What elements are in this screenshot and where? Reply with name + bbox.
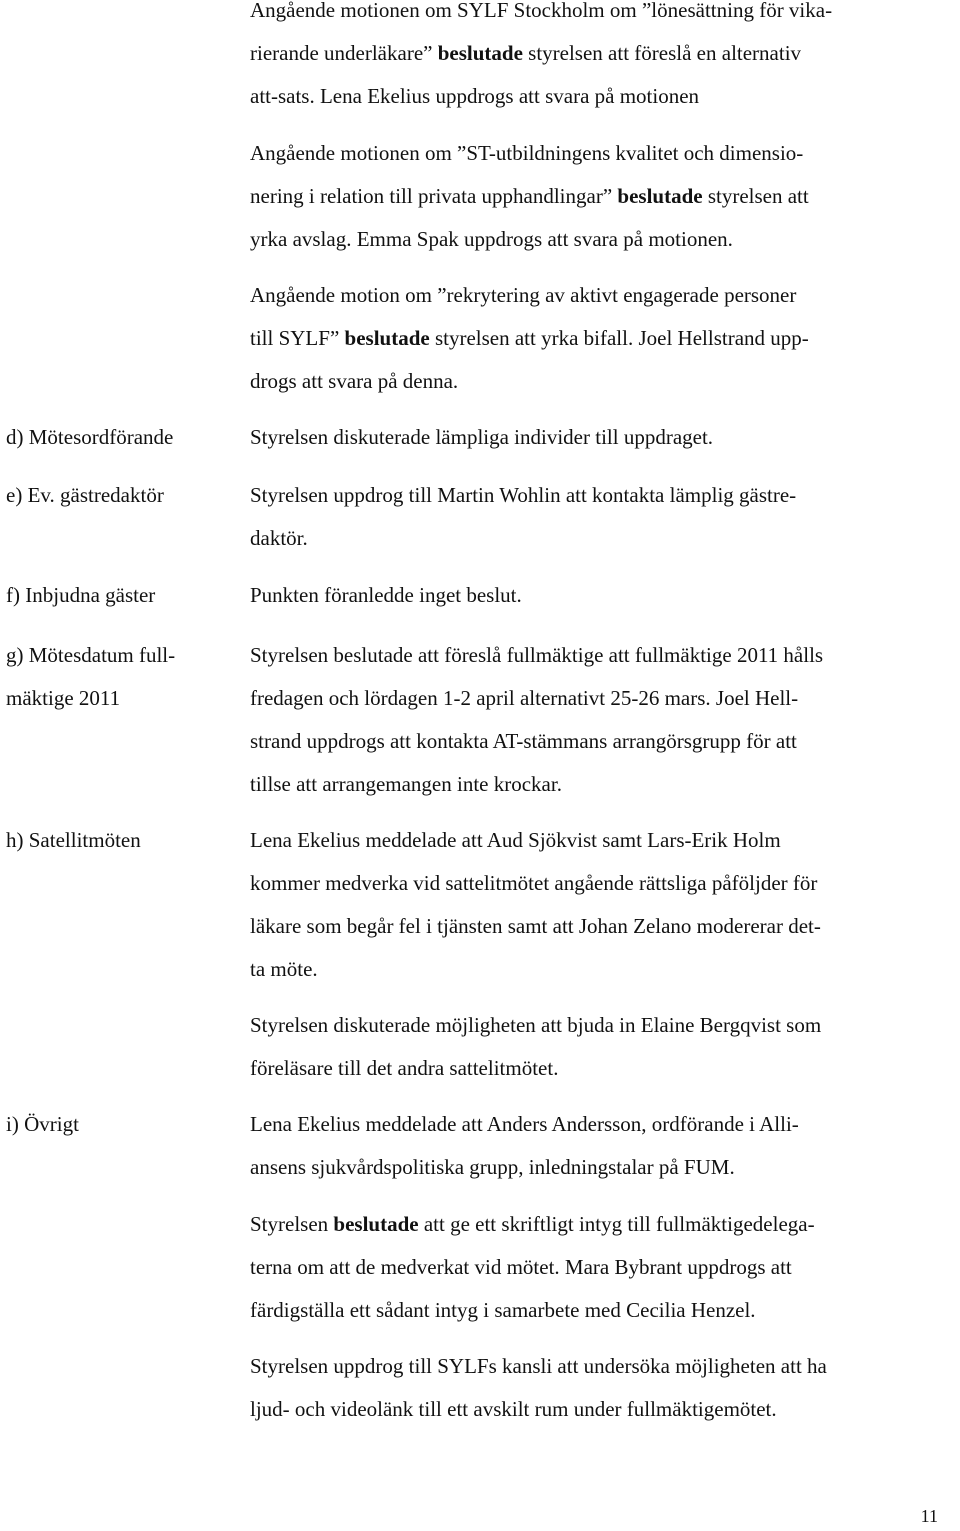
section-label-inbjudna-gaster: f) Inbjudna gäster [6, 583, 156, 607]
section-text-inbjudna-gaster [250, 574, 950, 617]
text-line: ansens sjukvårdspolitiska grupp, inledningstalar på FUM. [250, 1155, 735, 1179]
text-line: daktör. [250, 526, 308, 550]
label-line: mäktige 2011 [6, 686, 121, 710]
text-line [250, 317, 950, 360]
text-line: ta möte. [250, 957, 318, 981]
text-run: nering i relation till privata upphandlingar” [250, 184, 618, 208]
text-run: styrelsen att yrka bifall. Joel Hellstrand upp- [429, 326, 809, 350]
text-line: strand uppdrogs att kontakta AT-stämmans arrangörsgrupp för att [250, 729, 797, 753]
text-line: Styrelsen beslutade att föreslå fullmäktige att fullmäktige 2011 hålls [250, 643, 824, 667]
text-line: kommer medverka vid sattelitmötet angående rättsliga påföljder för [250, 871, 818, 895]
section-text-motesdatum [250, 634, 950, 806]
section-text-satellitmoten-2 [250, 1004, 950, 1090]
text-line: Angående motionen om SYLF Stockholm om ”lönesättning för vika- [250, 0, 833, 22]
text-line: tillse att arrangemangen inte krockar. [250, 772, 562, 796]
text-line: färdigställa ett sådant intyg i samarbete med Cecilia Henzel. [250, 1298, 756, 1322]
motion-paragraph-sylf-stockholm [250, 0, 950, 118]
text-line: att-sats. Lena Ekelius uppdrogs att svara på motionen [250, 84, 700, 108]
text-line: Lena Ekelius meddelade att Anders Andersson, ordförande i Alli- [250, 1112, 799, 1136]
bold-decision-word: beslutade [617, 184, 703, 208]
text-line: Styrelsen diskuterade lämpliga individer till uppdraget. [250, 425, 714, 449]
text-line: Punkten föranledde inget beslut. [250, 583, 522, 607]
bold-decision-word: beslutade [344, 326, 430, 350]
text-line: läkare som begår fel i tjänsten samt att Johan Zelano modererar det- [250, 914, 821, 938]
text-run: till SYLF” [250, 326, 345, 350]
text-line: Styrelsen uppdrog till Martin Wohlin att kontakta lämplig gästre- [250, 483, 797, 507]
text-run: Styrelsen [250, 1212, 334, 1236]
bold-decision-word: beslutade [437, 41, 523, 65]
section-label-gastredaktor: e) Ev. gästredaktör [6, 483, 164, 507]
section-text-satellitmoten-1 [250, 819, 950, 991]
section-label-motesordforande: d) Mötesordförande [6, 425, 174, 449]
section-text-ovrigt-1 [250, 1103, 950, 1189]
section-text-motesordforande [250, 416, 950, 459]
section-label-motesdatum [6, 634, 236, 720]
text-line: föreläsare till det andra sattelitmötet. [250, 1056, 559, 1080]
text-line [250, 32, 950, 75]
motion-paragraph-st-utbildning [250, 132, 950, 261]
text-line: terna om att de medverkat vid mötet. Mara Bybrant uppdrogs att [250, 1255, 792, 1279]
text-line: Angående motion om ”rekrytering av aktivt engagerade personer [250, 283, 797, 307]
text-line: Styrelsen diskuterade möjligheten att bjuda in Elaine Bergqvist som [250, 1013, 822, 1037]
text-run: styrelsen att föreslå en alternativ [522, 41, 802, 65]
section-label-satellitmoten: h) Satellitmöten [6, 828, 141, 852]
motion-paragraph-rekrytering [250, 274, 950, 403]
text-run: rierande underläkare” [250, 41, 438, 65]
text-line: Styrelsen uppdrog till SYLFs kansli att undersöka möjligheten att ha [250, 1354, 827, 1378]
section-text-ovrigt-2 [250, 1203, 950, 1332]
section-text-ovrigt-3 [250, 1345, 950, 1431]
page-number: 11 [920, 1506, 938, 1526]
label-line: g) Mötesdatum full- [6, 643, 176, 667]
text-run: att ge ett skriftligt intyg till fullmäktigedelega- [418, 1212, 815, 1236]
text-line [250, 1203, 950, 1246]
text-line: Angående motionen om ”ST-utbildningens kvalitet och dimensio- [250, 141, 804, 165]
text-line [250, 175, 950, 218]
text-line: ljud- och videolänk till ett avskilt rum under fullmäktigemötet. [250, 1397, 777, 1421]
text-run: styrelsen att [702, 184, 809, 208]
text-line: fredagen och lördagen 1-2 april alternativt 25-26 mars. Joel Hell- [250, 686, 799, 710]
section-label-ovrigt: i) Övrigt [6, 1112, 79, 1136]
text-line: drogs att svara på denna. [250, 369, 459, 393]
section-text-gastredaktor [250, 474, 950, 560]
text-line: yrka avslag. Emma Spak uppdrogs att svara på motionen. [250, 227, 733, 251]
text-line: Lena Ekelius meddelade att Aud Sjökvist samt Lars-Erik Holm [250, 828, 781, 852]
bold-decision-word: beslutade [333, 1212, 419, 1236]
